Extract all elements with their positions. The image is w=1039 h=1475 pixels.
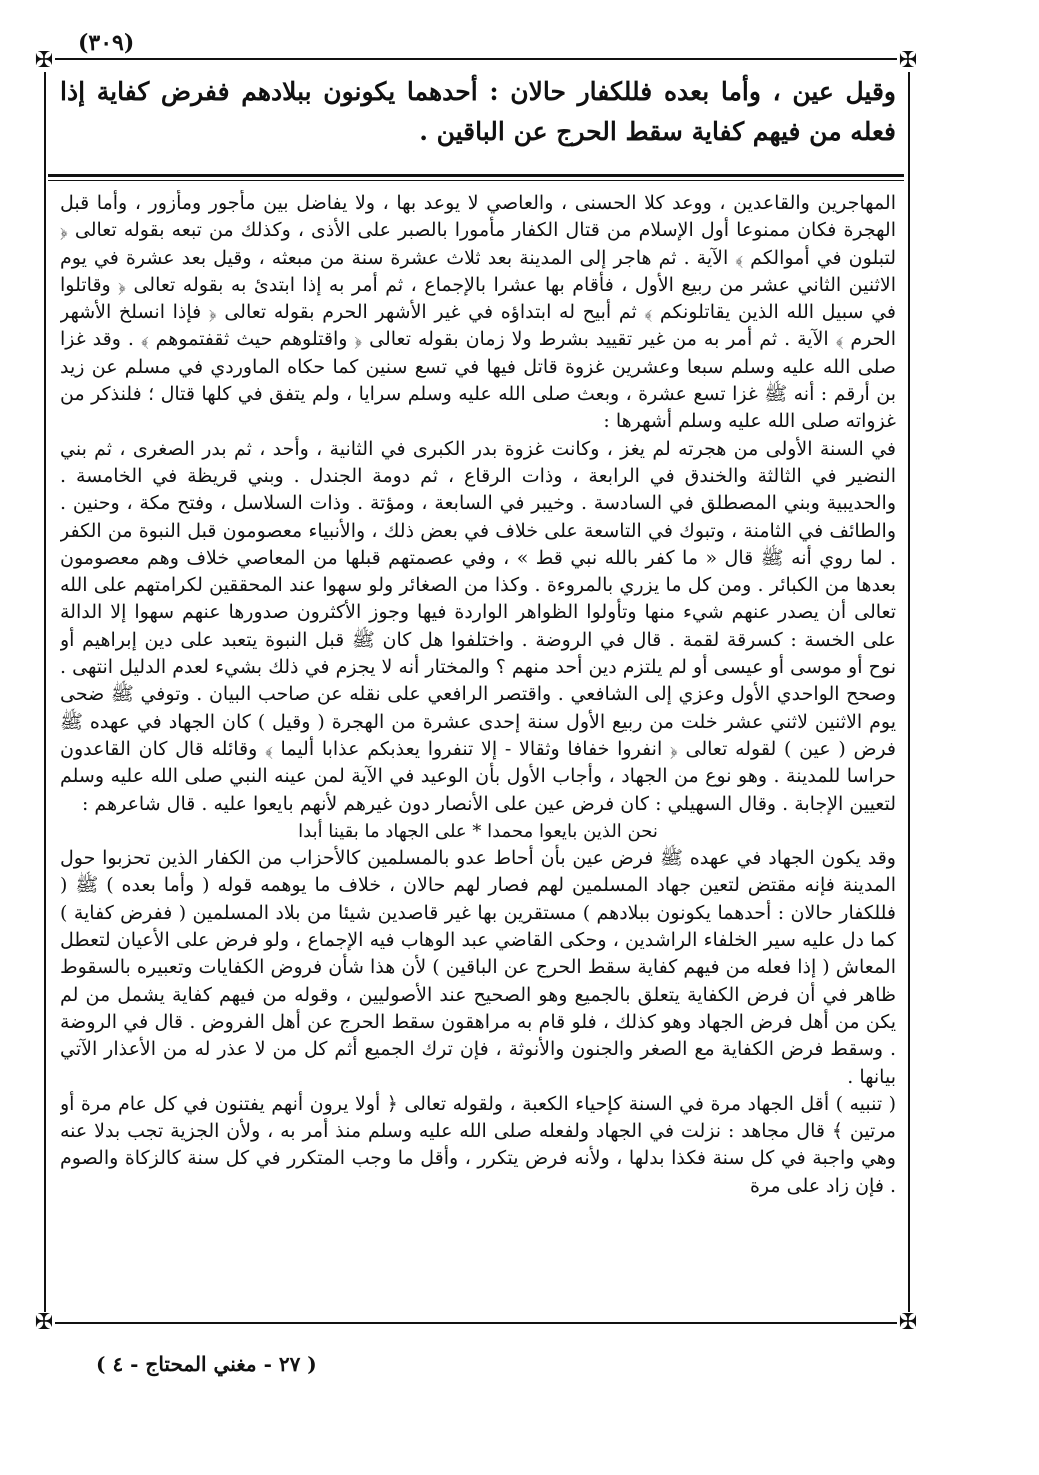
page-footer: ( ٢٧ - مغني المحتاج - ٤ ) <box>96 1352 317 1376</box>
corner-ornament-icon: ✠ <box>34 48 54 73</box>
commentary <box>60 190 896 1308</box>
main-text: وقيل عين ، وأما بعده فللكفار حالان : أحدهما يكونون ببلادهم ففرض كفاية إذا فعله من فيهم كفاية سقط الحرج عن الباقين . <box>60 77 896 146</box>
commentary-paragraph: المهاجرين والقاعدين ، ووعد كلا الحسنى ، والعاصي لا يوعد بها ، ولا يفاضل بين مأجور ومأزور ، وأما قبل الهجرة فكان ممنوعا أول الإسلام من قتال الكفار مأمورا بالصبر على الأذى ، وكذلك من تبعه بقوله تعالى ﴿ لتبلون في أموالكم ﴾ الآية . ثم هاجر إلى المدينة بعد ثلاث عشرة سنة من مبعثه ، وقيل بعد عشرة في يوم الاثنين الثاني عشر من ربيع الأول ، فأقام بها عشرا بالإجماع ، ثم أمر به إذا ابتدئ به بقوله تعالى ﴿ وقاتلوا في سبيل الله الذين يقاتلونكم ﴾ ثم أبيح له ابتداؤه في غير الأشهر الحرم بقوله تعالى ﴿ فإذا انسلخ الأشهر الحرم ﴾ الآية . ثم أمر به من غير تقييد بشرط ولا زمان بقوله تعالى ﴿ واقتلوهم حيث ثقفتموهم ﴾ . وقد غزا صلى الله عليه وسلم سبعا وعشرين غزوة قاتل فيها في تسع سنين كما حكاه الماوردي في مسلم عن زيد بن أرقم : أنه ﷺ غزا تسع عشرة ، وبعث صلى الله عليه وسلم سرايا ، ولم يتفق في كلها قتال ؛ فلنذكر من غزواته صلى الله عليه وسلم أشهرها : <box>60 192 896 433</box>
corner-ornament-icon: ✠ <box>898 1310 918 1335</box>
commentary-paragraph: ( تنبيه ) أقل الجهاد مرة في السنة كإحياء الكعبة ، ولقوله تعالى ﴿ أولا يرون أنهم يفتنون في كل عام مرة أو مرتين ﴾ قال مجاهد : نزلت في الجهاد ولفعله صلى الله عليه وسلم منذ أمر به ، ولأن الجزية تجب بدلا عنه وهي واجبة في كل سنة فكذا بدلها ، ولأنه فرض يتكرر ، وأقل ما وجب المتكرر في كل سنة كالزكاة والصوم . فإن زاد على مرة <box>60 1092 896 1197</box>
corner-ornament-icon: ✠ <box>34 1310 54 1335</box>
frame-right-border <box>908 62 910 1324</box>
commentary-paragraph: في السنة الأولى من هجرته لم يغز ، وكانت غزوة بدر الكبرى في الثانية ، وأحد ، ثم بدر الصغرى ، ثم بني النضير في الثالثة والخندق في الرابعة ، وذات الرقاع ، ثم دومة الجندل . وبني قريظة في الخامسة . والحديبية وبني المصطلق في السادسة . وخيبر في السابعة ، ومؤتة . وذات السلاسل ، وفتح مكة ، وحنين . والطائف في الثامنة ، وتبوك في التاسعة على خلاف في بعض ذلك ، والأنبياء معصومون قبل النبوة من الكفر . لما روي أنه ﷺ قال « ما كفر بالله نبي قط » ، وفي عصمتهم قبلها من المعاصي خلاف وهم معصومون بعدها من الكبائر . ومن كل ما يزري بالمروءة . وكذا من الصغائر ولو سهوا عند المحققين لكرامتهم على الله تعالى أن يصدر عنهم شيء منها وتأولوا الظواهر الواردة فيها وجوز الأكثرون صدورها عنهم سهوا إلا الدالة على الخسة : كسرقة لقمة . قال في الروضة . واختلفوا هل كان ﷺ قبل النبوة يتعبد على دين إبراهيم أو نوح أو موسى أو عيسى أو لم يلتزم دين أحد منهم ؟ والمختار أنه لا يجزم في ذلك بشيء لعدم الدليل انتهى . وصحح الواحدي الأول وعزي إلى الشافعي . واقتصر الرافعي على نقله عن صاحب البيان . وتوفي ﷺ ضحى يوم الاثنين لاثني عشر خلت من ربيع الأول سنة إحدى عشرة من الهجرة ( وقيل ) كان الجهاد في عهده ﷺ فرض ( عين ) لقوله تعالى ﴿ انفروا خفافا وثقالا - إلا تنفروا يعذبكم عذابا أليما ﴾ وقائله قال كان القاعدون حراسا للمدينة . وهو نوع من الجهاد ، وأجاب الأول بأن الوعيد في الآية لمن عينه النبي صلى الله عليه وسلم لتعيين الإجابة . وقال السهيلي : كان فرض عين على الأنصار دون غيرهم لأنهم بايعوا عليه . قال شاعرهم : <box>60 437 896 815</box>
section-divider-thin <box>48 180 904 181</box>
corner-ornament-icon: ✠ <box>898 48 918 73</box>
page-number: (٣٠٩) <box>78 30 135 56</box>
frame-left-border <box>44 62 46 1324</box>
commentary-paragraph: وقد يكون الجهاد في عهده ﷺ فرض عين بأن أحاط عدو بالمسلمين كالأحزاب من الكفار الذين تحزبوا حول المدينة فإنه مقتض لتعين جهاد المسلمين لهم فصار لهم حالان ، خلاف ما يوهمه قوله ( وأما بعده ) ﷺ ( فللكفار حالان : أحدهما يكونون ببلادهم ) مستقرين بها غير قاصدين شيئا من بلاد المسلمين ( ففرض كفاية ) كما دل عليه سير الخلفاء الراشدين ، وحكى القاضي عبد الوهاب فيه الإجماع ، ولو فرض على الأعيان لتعطل المعاش ( إذا فعله من فيهم كفاية سقط الحرج عن الباقين ) لأن هذا شأن فروض الكفايات وتعبيره بالسقوط ظاهر في أن فرض الكفاية يتعلق بالجميع وهو الصحيح عند الأصوليين ، وقوله من فيهم كفاية يشمل من لم يكن من أهل فرض الجهاد وهو كذلك ، فلو قام به مراهقون سقط الحرج عن أهل الفروض . قال في الروضة . وسقط فرض الكفاية مع الصغر والجنون والأنوثة ، فإن ترك الجميع أثم كل من لا عذر له من الأعذار الآتي بيانها . <box>60 847 896 1088</box>
section-divider <box>48 174 904 177</box>
poetry-verse: نحن الذين بايعوا محمدا * على الجهاد ما بقينا أبدا <box>298 820 658 842</box>
